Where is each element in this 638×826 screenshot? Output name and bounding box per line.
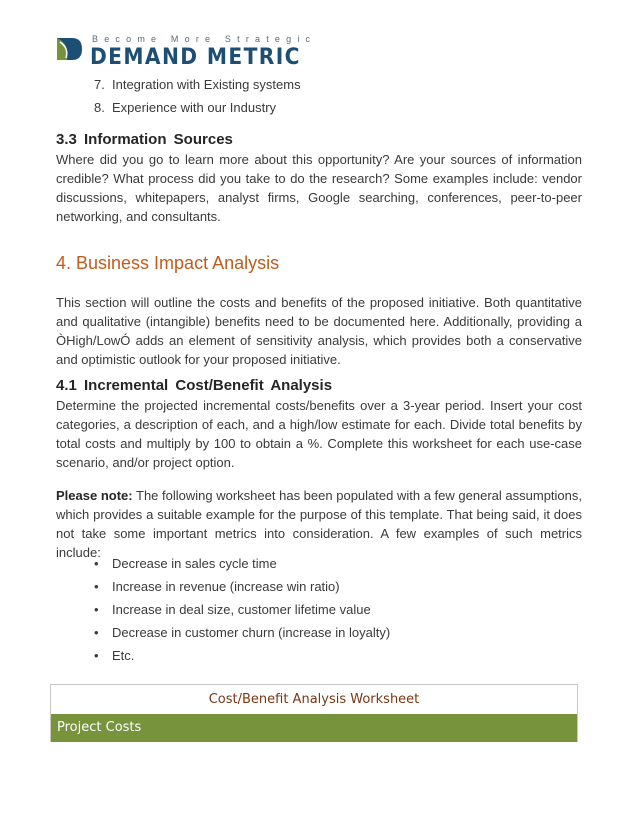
numbered-list: [94, 73, 301, 119]
section-heading-3-3: 3.3 Information Sources: [56, 131, 233, 148]
list-item: • Increase in revenue (increase win ratio): [94, 575, 390, 598]
cost-benefit-worksheet: [50, 684, 578, 742]
note-label: Please note:: [56, 488, 133, 503]
section-heading-4: 4. Business Impact Analysis: [56, 253, 280, 273]
list-item: • Increase in deal size, customer lifetime value: [94, 598, 390, 621]
note-text: The following worksheet has been populated with a few general assumptions, which provides a suitable example for the purpose of this template. That being said, it does not take some important metrics into consideration. A few examples of such metrics include:: [56, 488, 582, 560]
bullet-icon: •: [94, 579, 99, 594]
section-heading-4-1: 4.1 Incremental Cost/Benefit Analysis: [56, 377, 333, 394]
worksheet-title: Cost/Benefit Analysis Worksheet: [208, 692, 420, 707]
please-note-paragraph: [56, 486, 582, 562]
project-costs-band: Project Costs: [51, 714, 577, 742]
section-body-4: This section will outline the costs and benefits of the proposed initiative. Both quantitative and qualitative (intangible) benefits need to be documented here. Additionally, providing a ÒHigh/LowÓ adds an element of sensitivity analysis, which provides both a conservative and optimistic outlook for your proposed initiative.: [56, 295, 582, 367]
list-item: • Etc.: [94, 644, 390, 667]
section-body-3-3: Where did you go to learn more about this opportunity? Are your sources of information credible? What process did you take to do the research? Some examples include: vendor discussions, whitepapers, analyst firms, Google searching, conferences, peer-to-peer networking, and consultants.: [56, 152, 582, 224]
list-item: • Decrease in customer churn (increase in loyalty): [94, 621, 390, 644]
list-item: • Decrease in sales cycle time: [94, 552, 390, 575]
bullet-icon: •: [94, 648, 99, 663]
bullet-icon: •: [94, 556, 99, 571]
brand-name: DEMAND METRIC: [90, 45, 301, 70]
bullet-icon: •: [94, 625, 99, 640]
dm-swoosh-icon: [54, 34, 84, 64]
brand-tagline: Become More Strategic: [92, 34, 317, 44]
metrics-bullet-list: [94, 552, 390, 667]
brand-logo: [54, 34, 317, 70]
section-body-4-1: Determine the projected incremental costs/benefits over a 3-year period. Insert your cost categories, a description of each, and a high/low estimate for each. Divide total benefits by total costs and multiply by 100 to obtain a %. Complete this worksheet for each use-case scenario, and/or project option.: [56, 398, 582, 470]
list-item: 7. Integration with Existing systems: [94, 77, 301, 92]
bullet-icon: •: [94, 602, 99, 617]
list-item: 8. Experience with our Industry: [94, 100, 277, 115]
